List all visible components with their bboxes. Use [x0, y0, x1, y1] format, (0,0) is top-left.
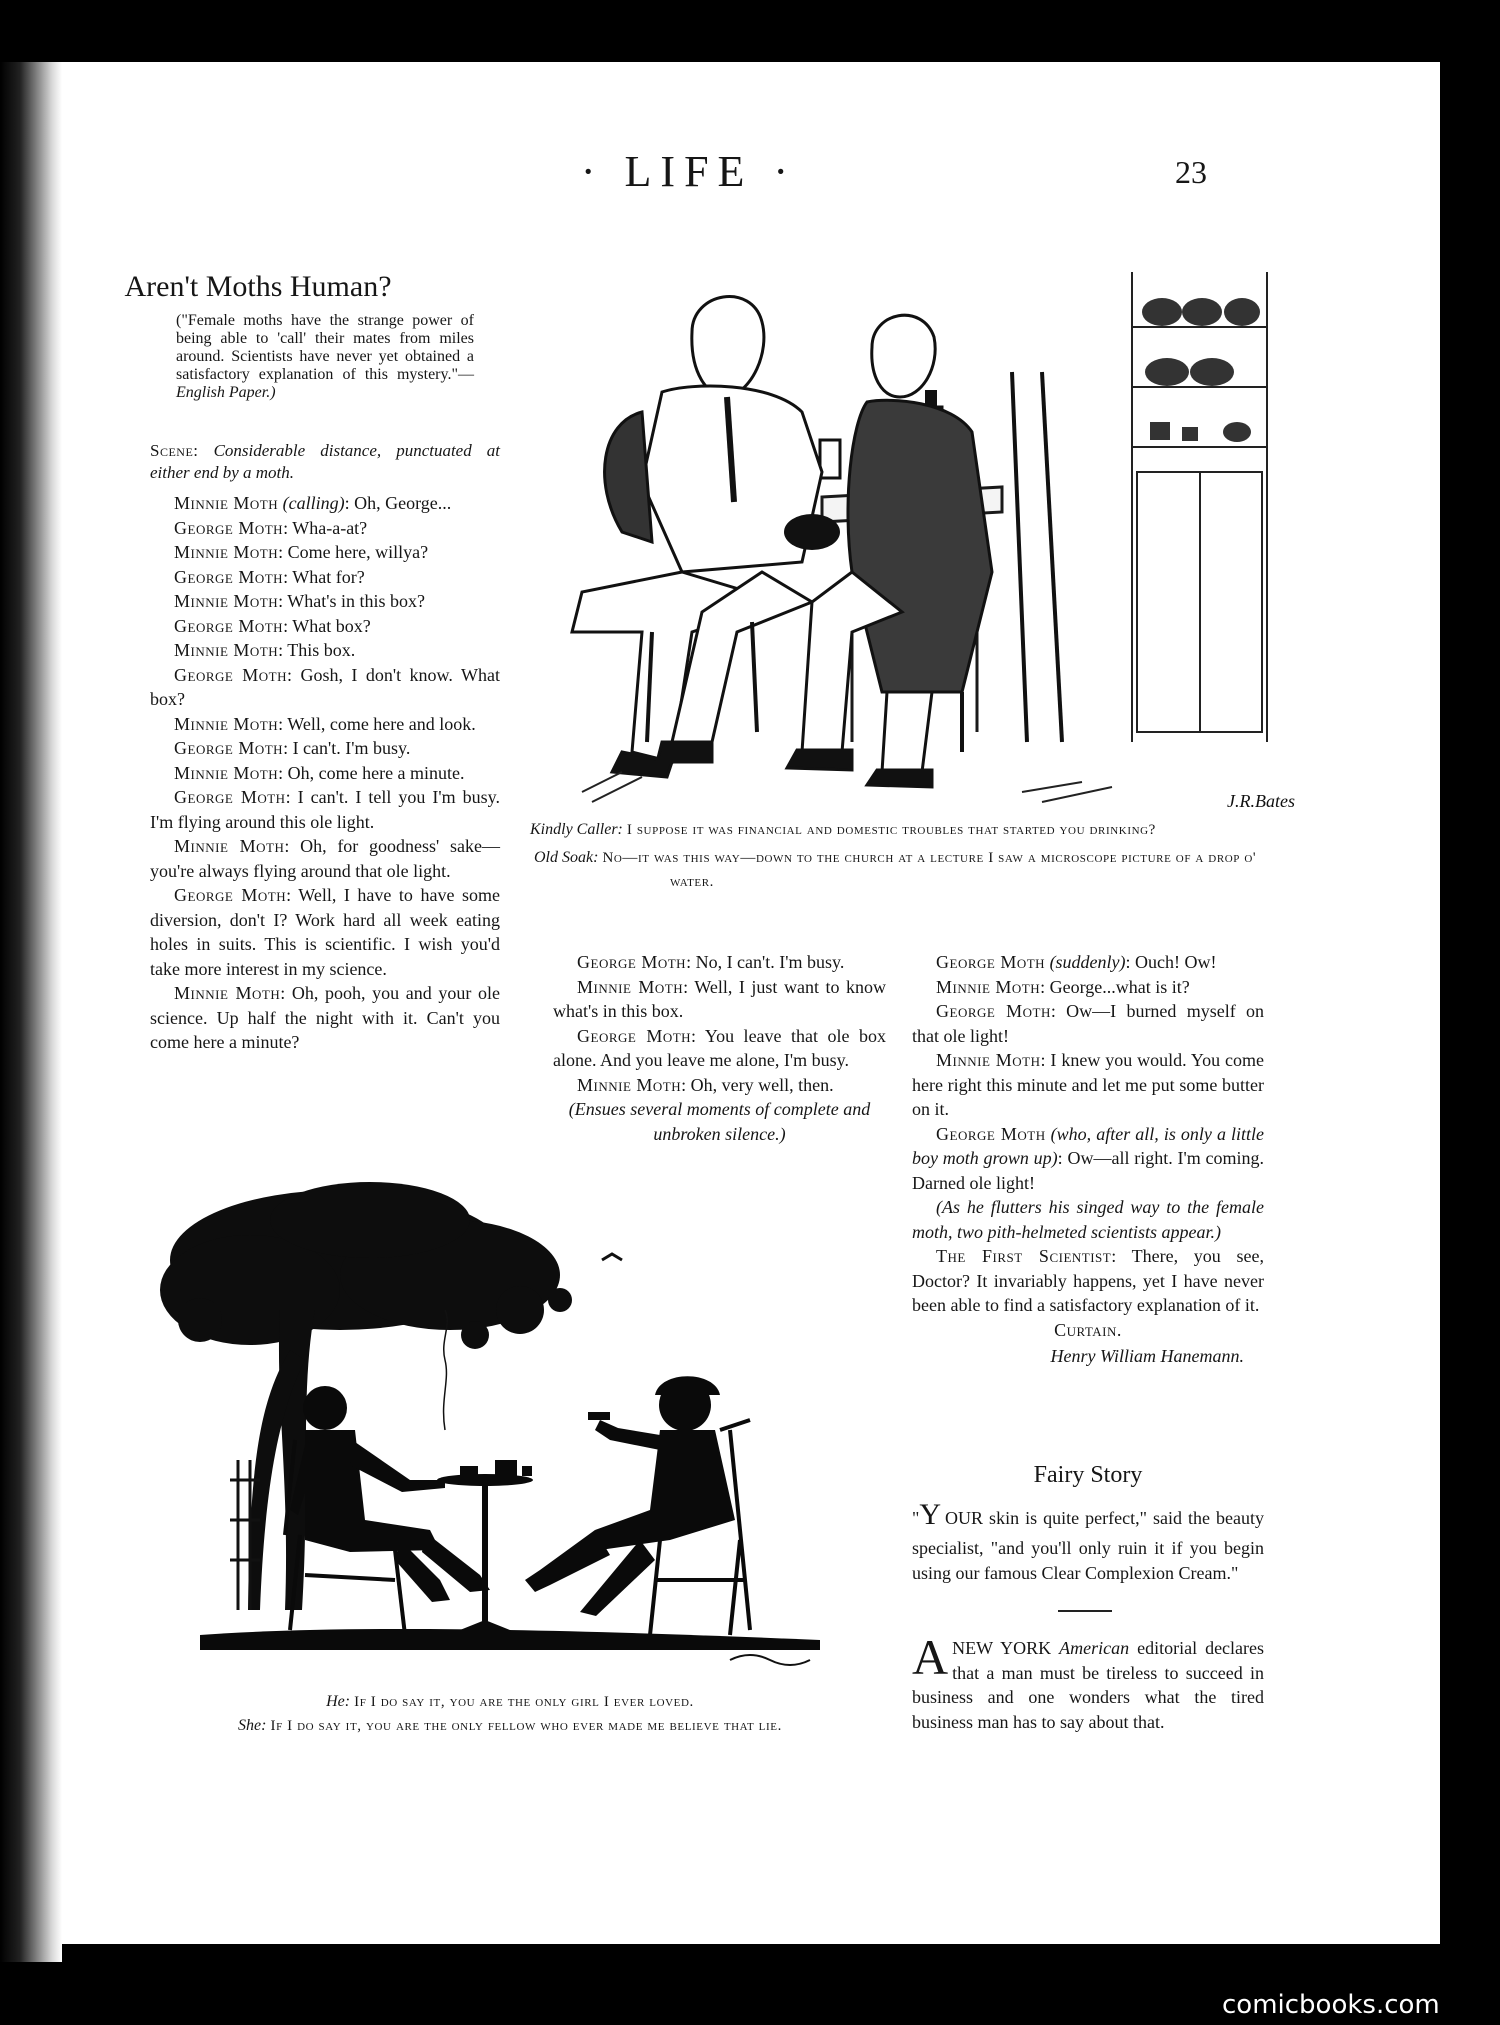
dialogue-line — [150, 883, 500, 981]
stage-direction: (calling) — [282, 493, 345, 513]
dialogue-line — [150, 736, 500, 761]
page-number: 23 — [1175, 154, 1207, 190]
epigraph-text: ("Female moths have the strange power of being able to 'call' their mates from miles around. Scientists have never yet obtained a satisfactory explanation of this mystery."— — [176, 312, 474, 383]
dialogue-line — [912, 975, 1264, 1000]
line-text: : I can't. I tell you I'm busy. I'm flying around this ole light. — [150, 787, 500, 832]
line-text: : Oh, George... — [344, 493, 452, 513]
speaker-name: Minnie Moth — [936, 1050, 1041, 1070]
caption-speaker: Old Soak: — [534, 849, 599, 866]
dialogue-line — [553, 1024, 886, 1073]
caption-line-she — [160, 1714, 860, 1738]
speaker-name: Minnie Moth — [174, 591, 279, 611]
dialogue-line — [553, 950, 886, 975]
section-rule — [1058, 1610, 1112, 1612]
open-quote: " — [912, 1508, 920, 1528]
caption-text: If I do say it, you are the only girl I ever loved. — [354, 1694, 694, 1710]
line-text: : What for? — [283, 566, 365, 587]
speaker-name: George Moth — [577, 952, 687, 972]
speaker-name: The First Scientist — [936, 1246, 1112, 1266]
caption-speaker: He: — [326, 1693, 351, 1710]
caption-text: I suppose it was financial and domestic troubles that started you drinking? — [626, 822, 1156, 838]
line-text: : George...what is it? — [1040, 976, 1190, 997]
cartoon-silhouette-couple — [140, 1180, 860, 1705]
dialogue-line — [150, 565, 500, 590]
line-text: : Oh, for goodness' sake—you're always flying around that ole light. — [150, 836, 500, 881]
line-text: : Ow—I burned myself on that ole light! — [912, 1001, 1265, 1046]
line-text: : I knew you would. You come here right this minute and let me put some butter on it. — [912, 1050, 1264, 1119]
dialogue-line — [553, 1073, 886, 1098]
stage-direction: (who, after all, is only a little boy moth grown up) — [912, 1123, 1264, 1168]
dialogue-line — [150, 540, 500, 565]
speaker-name: George Moth — [174, 664, 288, 685]
dialogue-line — [150, 491, 500, 516]
line-text: : Wha-a-at? — [283, 517, 368, 538]
author-byline: Henry William Hanemann. — [1050, 1346, 1244, 1366]
line-text: : I can't. I'm busy. — [283, 738, 411, 758]
line-text: : You leave that ole box alone. And you leave me alone, I'm busy. — [553, 1025, 886, 1070]
speaker-name: George Moth — [174, 738, 284, 758]
article-title: Aren't Moths Human? — [124, 270, 392, 303]
line-text: : Come here, willya? — [278, 542, 429, 562]
caption-line-1 — [530, 818, 1275, 842]
speaker-name: Minnie Moth — [174, 640, 279, 660]
line-text: : What box? — [283, 615, 371, 636]
dialogue-column-1 — [150, 491, 500, 1055]
dialogue-line — [150, 712, 500, 737]
fairy-story-text: OUR skin is quite perfect," said the beauty specialist, "and you'll only ruin it if you begin using our famous Clear Complexion Cream." — [912, 1508, 1264, 1583]
line-text: : Well, I just want to know what's in this box. — [553, 976, 886, 1021]
line-text: : Ow—all right. I'm coming. Darned ole light! — [912, 1148, 1265, 1193]
line-text: : There, you see, Doctor? It invariably happens, yet I have never been able to find a satisfactory explanation of it. — [912, 1246, 1264, 1315]
dialogue-column-3 — [912, 950, 1264, 1369]
editorial-paragraph — [912, 1629, 1265, 1734]
line-text: : Ouch! Ow! — [1125, 952, 1217, 972]
speaker-name: Minnie Moth — [174, 762, 279, 783]
caption-line-2 — [530, 846, 1275, 894]
speaker-name: George Moth — [174, 615, 284, 636]
scene-direction — [150, 440, 500, 484]
speaker-name: Minnie Moth — [577, 1074, 682, 1095]
cartoon-old-soak — [522, 272, 1295, 812]
editorial-newspaper: American — [1059, 1638, 1130, 1658]
stage-direction: (Ensues several moments of complete and unbroken silence.) — [568, 1099, 871, 1144]
dialogue-line — [912, 999, 1264, 1048]
dialogue-line — [553, 975, 886, 1024]
epigraph — [176, 312, 474, 402]
caption-speaker: Kindly Caller: — [530, 821, 623, 838]
speaker-name: George Moth — [174, 885, 287, 905]
curtain: Curtain. — [1054, 1319, 1122, 1340]
line-text: : Oh, pooh, you and your ole science. Up half the night with it. Can't you come here a minute? — [150, 983, 500, 1052]
stage-direction: (As he flutters his singed way to the female moth, two pith-helmeted scientists appear.) — [912, 1197, 1264, 1242]
editorial-text-b: editorial declares that a man must be tireless to succeed in business and one wonders what the tired business man has to say about that. — [912, 1638, 1265, 1732]
speaker-name: George Moth — [936, 1123, 1046, 1144]
stage-direction: (suddenly) — [1049, 952, 1126, 972]
dialogue-line — [150, 761, 500, 786]
speaker-name: Minnie Moth — [174, 542, 279, 562]
line-text: : Well, come here and look. — [278, 713, 476, 734]
dialogue-line — [912, 1122, 1264, 1196]
line-text: : Oh, come here a minute. — [278, 762, 465, 783]
speaker-name: Minnie Moth — [174, 836, 285, 856]
speaker-name: Minnie Moth — [174, 713, 279, 734]
epigraph-source: English Paper.) — [176, 384, 276, 401]
line-text: : What's in this box? — [278, 591, 426, 611]
speaker-name: Minnie Moth — [577, 976, 684, 997]
dialogue-line — [150, 785, 500, 834]
drop-cap: Y — [919, 1498, 942, 1531]
dialogue-line — [150, 663, 500, 712]
dialogue-line — [912, 950, 1264, 975]
line-text: : Gosh, I don't know. What box? — [150, 664, 500, 709]
line-text: : Oh, very well, then. — [681, 1074, 834, 1095]
dialogue-column-2 — [553, 950, 886, 1146]
scene-label: Scene: — [150, 441, 199, 460]
watermark: comicbooks.com — [1222, 1990, 1440, 2020]
caption-line-he — [160, 1690, 860, 1714]
speaker-name: George Moth — [936, 952, 1046, 972]
masthead: · LIFE · — [580, 147, 798, 196]
dialogue-line — [150, 614, 500, 639]
caption-text: If I do say it, you are the only fellow who ever made me believe that lie. — [270, 1718, 782, 1734]
speaker-name: George Moth — [174, 787, 286, 807]
speaker-name: George Moth — [174, 566, 284, 587]
speaker-name: Minnie Moth — [936, 976, 1041, 997]
line-text: : This box. — [278, 640, 356, 660]
speaker-name: George Moth — [936, 1001, 1051, 1021]
scene-text: Considerable distance, punctuated at either end by a moth. — [150, 441, 501, 482]
dialogue-line — [150, 516, 500, 541]
speaker-name: Minnie Moth — [174, 983, 281, 1003]
speaker-name: Minnie Moth — [174, 493, 279, 513]
speaker-name: George Moth — [577, 1025, 692, 1046]
dialogue-line — [150, 589, 500, 614]
drop-cap: A — [912, 1629, 949, 1685]
fairy-story-body — [912, 1494, 1264, 1585]
cartoon2-caption — [160, 1690, 860, 1738]
editorial-text-a: NEW YORK — [952, 1638, 1052, 1658]
dialogue-line — [912, 1244, 1264, 1318]
dialogue-line — [912, 1048, 1264, 1122]
dialogue-line — [150, 834, 500, 883]
caption-text: No—it was this way—down to the church at a lecture I saw a microscope picture of a drop o' water. — [602, 850, 1257, 890]
fairy-story-title: Fairy Story — [1033, 1462, 1143, 1488]
binding-shadow — [0, 62, 62, 1962]
cartoon1-caption — [530, 818, 1275, 894]
caption-speaker: She: — [238, 1717, 267, 1734]
dialogue-line — [150, 981, 500, 1055]
line-text: : Well, I have to have some diversion, don't I? Work hard all week eating holes in suits. This is scientific. I wish you'd take more interest in my science. — [150, 885, 500, 979]
line-text: : No, I can't. I'm busy. — [686, 952, 845, 972]
artist-signature: J.R.Bates — [1227, 791, 1295, 811]
speaker-name: George Moth — [174, 517, 284, 538]
dialogue-line — [150, 638, 500, 663]
